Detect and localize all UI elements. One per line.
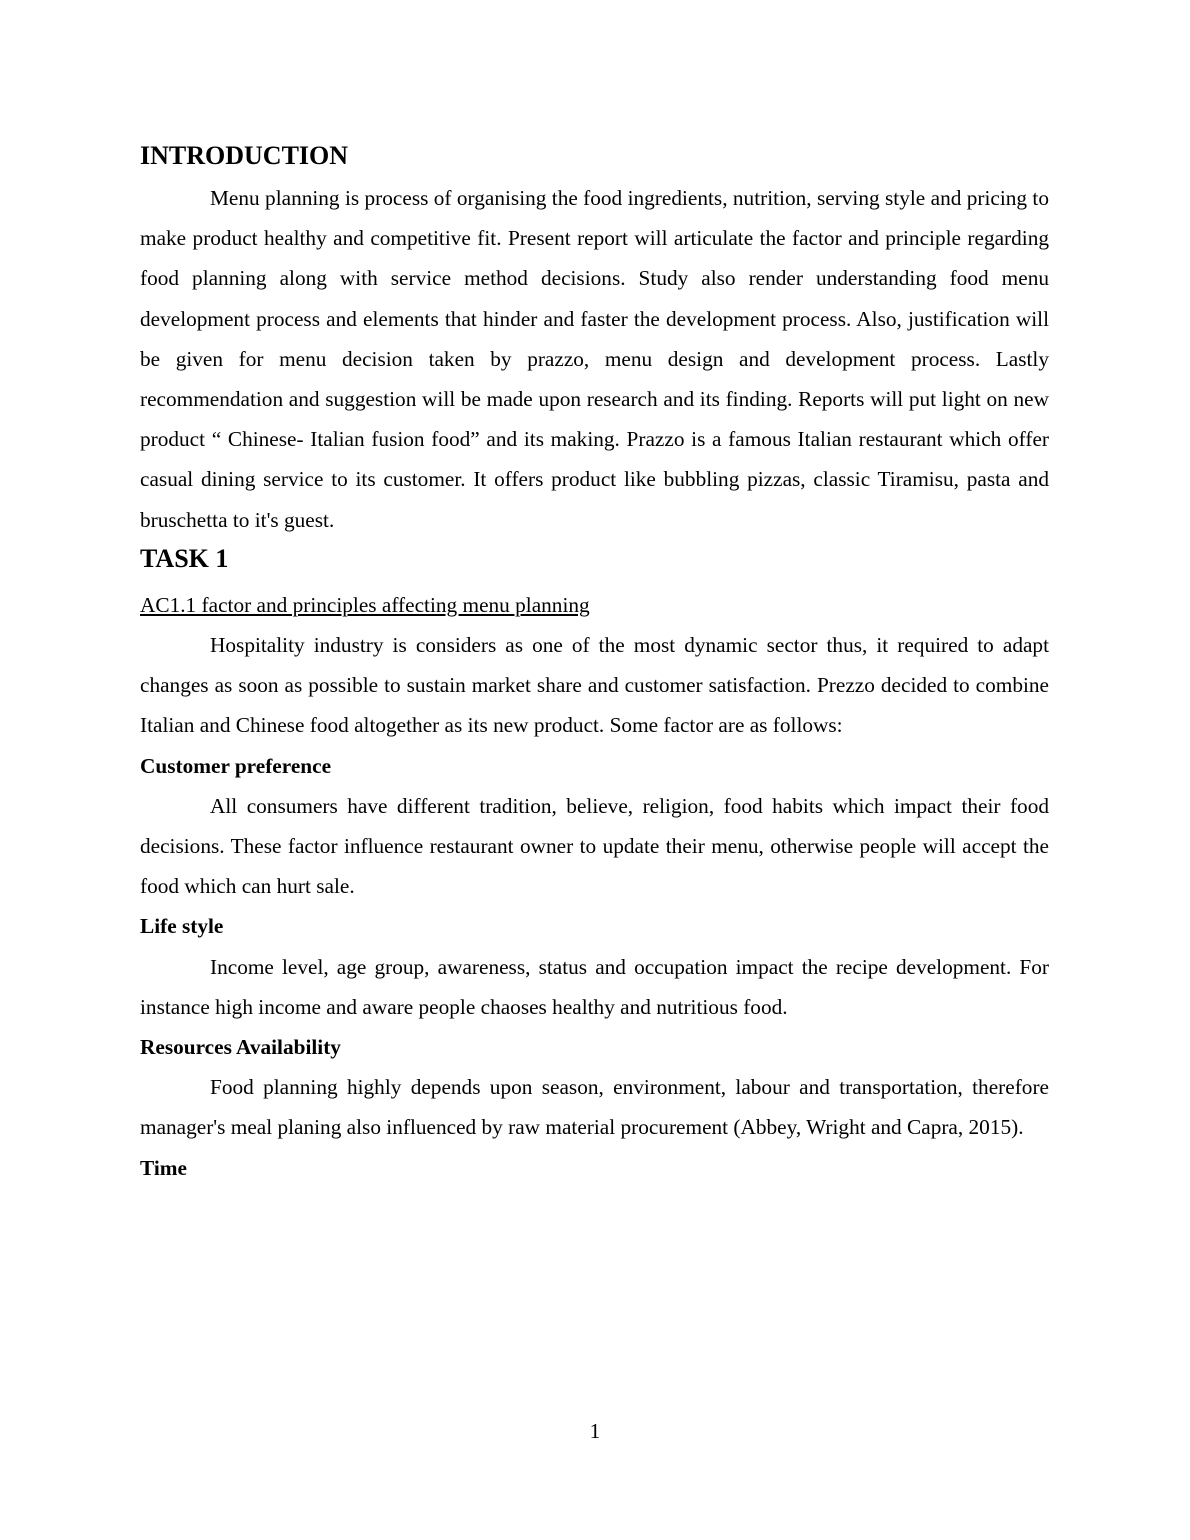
customer-preference-paragraph: All consumers have different tradition, believe, religion, food habits which impact their food decisions. These factor influence restaurant owner to update their menu, otherwise people will accept the food which can hurt sale. <box>140 793 1049 899</box>
page-number: 1 <box>589 1419 601 1443</box>
resources-availability-heading: Resources Availability <box>140 1035 341 1060</box>
time-heading: Time <box>140 1155 187 1180</box>
resources-availability-paragraph: Food planning highly depends upon season, environment, labour and transportation, therefore manager's meal planing also influenced by raw material procurement (Abbey, Wright and Capra, 2015). <box>140 1075 1049 1140</box>
task-heading: TASK 1 <box>140 543 229 573</box>
introduction-paragraph: Menu planning is process of organising the food ingredients, nutrition, serving style and pricing to make product healthy and competitive fit. Present report will articulate the factor and principle regarding food planning along with service method decisions. Study also render understanding food menu development process and elements that hinder and faster the development process. Also, justification will be given for menu decision taken by prazzo, menu design and development process. Lastly recommendation and suggestion will be made upon research and its finding. Reports will put light on new product “ Chinese- Italian fusion food” and its making. Prazzo is a famous Italian restaurant which offer casual dining service to its customer. It offers product like bubbling pizzas, classic Tiramisu, pasta and bruschetta to it's guest. <box>140 186 1049 532</box>
ac-paragraph: Hospitality industry is considers as one of the most dynamic sector thus, it required to adapt changes as soon as possible to sustain market share and customer satisfaction. Prezzo decided to combine Italian and Chinese food altogether as its new product. Some factor are as follows: <box>140 633 1049 738</box>
introduction-heading: INTRODUCTION <box>140 141 349 170</box>
life-style-heading: Life style <box>140 914 224 939</box>
life-style-paragraph: Income level, age group, awareness, status and occupation impact the recipe development. For instance high income and aware people chaoses healthy and nutritious food. <box>140 954 1049 1019</box>
ac-subheading: AC1.1 factor and principles affecting menu planning <box>140 592 590 617</box>
page-body <box>140 138 1049 1188</box>
customer-preference-heading: Customer preference <box>140 753 332 778</box>
